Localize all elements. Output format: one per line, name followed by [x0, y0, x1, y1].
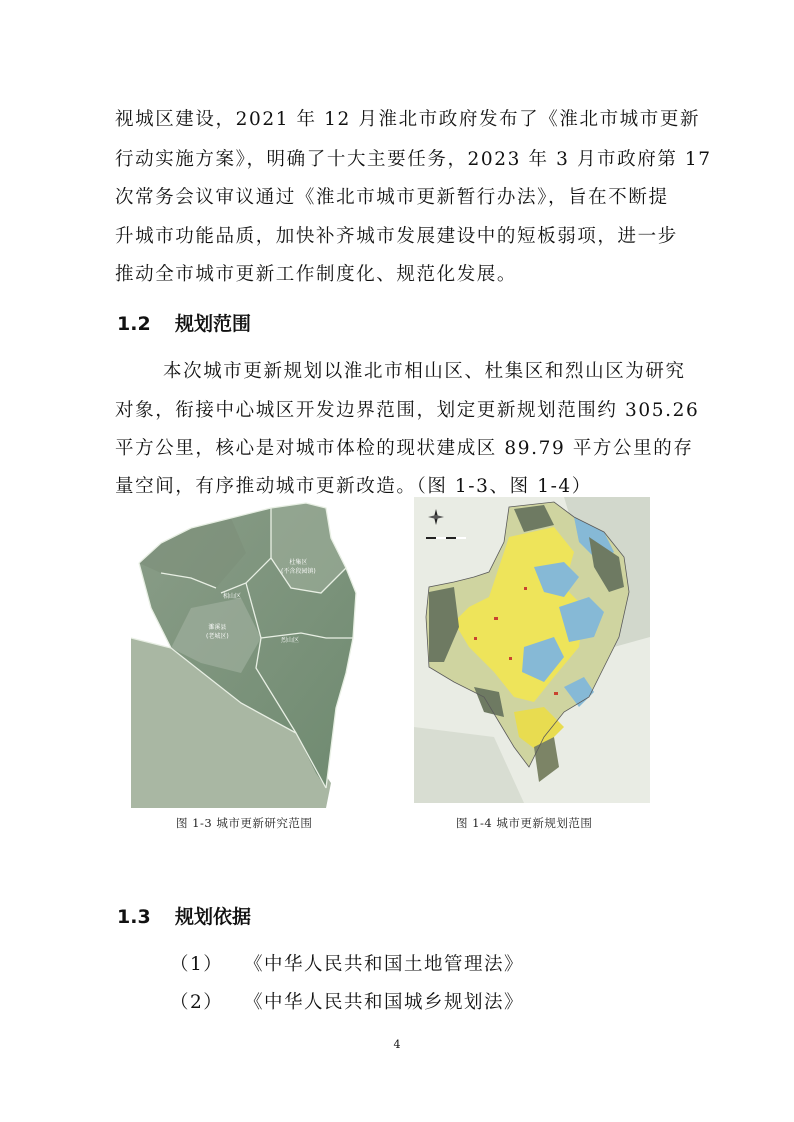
scale-bar-icon — [426, 537, 466, 539]
section-number: 1.3 — [117, 906, 151, 928]
list-item-text: 《中华人民共和国土地管理法》 — [244, 954, 525, 975]
section-title: 规划范围 — [175, 313, 252, 335]
section-title: 规划依据 — [175, 906, 252, 928]
text-line: 本次城市更新规划以淮北市相山区、杜集区和烈山区为研究 — [163, 361, 686, 382]
figure-caption: 图 1-4 城市更新规划范围 — [456, 816, 593, 830]
list-item — [170, 950, 524, 976]
figure-caption: 图 1-3 城市更新研究范围 — [176, 816, 313, 830]
text-line: 次常务会议审议通过《淮北市城市更新暂行办法》，旨在不断提 — [115, 187, 669, 208]
map-label-text: 濉溪县 — [208, 624, 227, 631]
text-line: 行动实施方案》，明确了十大主要任务，2023 年 3 月市政府第 17 — [115, 149, 712, 170]
text-line: 量空间，有序推动城市更新改造。（图 1-3、图 1-4） — [115, 476, 592, 497]
page-number: 4 — [393, 1038, 401, 1051]
map-label-lieshan: 烈山区 — [281, 637, 300, 644]
map-label-duji — [281, 558, 316, 576]
planning-map-image — [414, 497, 650, 803]
map-label-text: 杜集区 — [289, 559, 308, 566]
text-line: 视城区建设，2021 年 12 月淮北市政府发布了《淮北市城市更新 — [115, 109, 701, 130]
section-number: 1.2 — [117, 313, 151, 335]
list-item-number: （2） — [170, 992, 224, 1013]
section-heading — [117, 309, 251, 336]
map-label-text: (老城区) — [206, 633, 229, 640]
text-line: 推动全市城市更新工作制度化、规范化发展。 — [115, 264, 518, 285]
text-line: 对象，衔接中心城区开发边界范围，划定更新规划范围约 305.26 — [115, 400, 700, 421]
text-line: 升城市功能品质，加快补齐城市发展建设中的短板弱项，进一步 — [115, 226, 678, 247]
figure-1-3-map — [131, 498, 366, 808]
map-label-suixi — [206, 623, 229, 641]
list-item-text: 《中华人民共和国城乡规划法》 — [244, 992, 525, 1013]
satellite-map-image — [131, 498, 366, 808]
section-heading — [117, 902, 251, 929]
map-label-text: (不含段园镇) — [281, 568, 316, 575]
list-item-number: （1） — [170, 954, 224, 975]
text-line: 平方公里，核心是对城市体检的现状建成区 89.79 平方公里的存 — [115, 438, 694, 459]
figure-1-4-map — [414, 497, 650, 803]
list-item — [170, 988, 524, 1014]
map-label-xiangshan: 相山区 — [223, 593, 242, 600]
